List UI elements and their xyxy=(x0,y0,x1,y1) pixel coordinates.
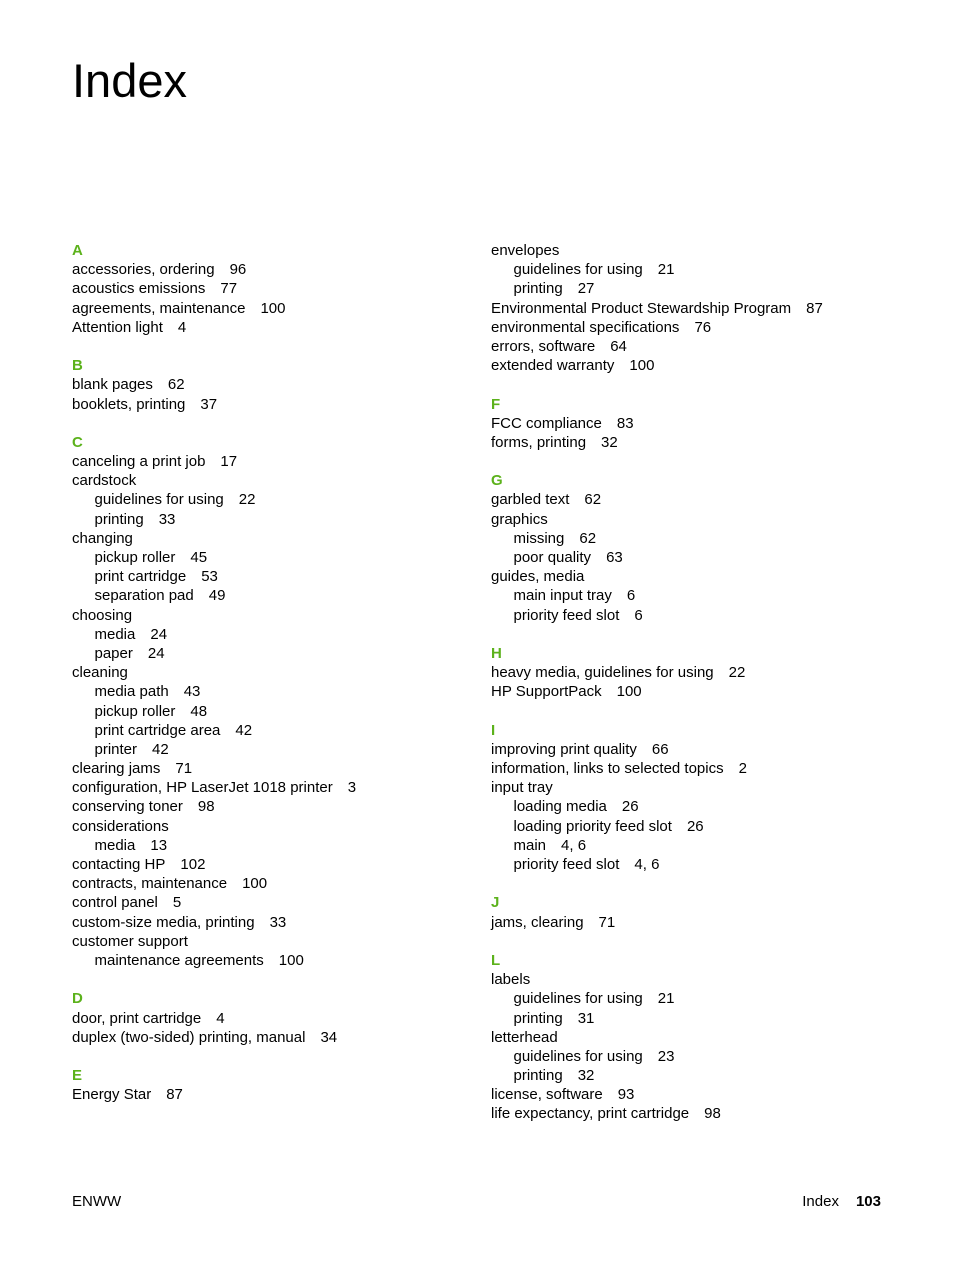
section-spacer xyxy=(72,337,492,356)
index-term: jams, clearing xyxy=(491,913,584,931)
index-term: door, print cartridge xyxy=(72,1009,202,1027)
index-entry xyxy=(72,874,492,893)
index-term: contacting HP xyxy=(72,856,166,873)
index-page-ref[interactable]: 62 xyxy=(584,491,602,509)
index-entry xyxy=(491,567,911,586)
index-letter-heading: H xyxy=(491,644,502,662)
index-page-ref[interactable]: 98 xyxy=(704,1105,721,1123)
section-spacer xyxy=(491,375,911,394)
index-term: input tray xyxy=(491,779,553,797)
index-subentry xyxy=(72,836,492,855)
index-term: Energy Star xyxy=(72,1086,152,1104)
index-subentry xyxy=(491,279,911,298)
index-term: agreements, maintenance xyxy=(72,299,246,317)
index-term: print cartridge xyxy=(94,568,187,586)
index-term: envelopes xyxy=(491,242,560,259)
index-page-ref[interactable]: 22 xyxy=(728,664,746,682)
footer-page-number: 103 xyxy=(855,1193,881,1210)
index-term: Attention light xyxy=(72,318,163,336)
index-term: main xyxy=(513,836,547,854)
index-entry xyxy=(491,414,911,433)
index-term: separation pad xyxy=(94,587,194,605)
index-term: improving print quality xyxy=(491,740,637,758)
index-page-ref[interactable]: 100 xyxy=(616,683,642,701)
index-entry xyxy=(72,395,492,414)
index-term: graphics xyxy=(491,510,548,528)
index-page-ref[interactable]: 62 xyxy=(167,376,185,394)
index-term: loading media xyxy=(513,798,607,816)
index-term: printing xyxy=(94,510,144,528)
index-entry xyxy=(491,970,911,989)
index-entry xyxy=(491,663,911,682)
index-page-ref[interactable]: 49 xyxy=(208,587,226,605)
index-page-ref[interactable]: 64 xyxy=(610,337,627,355)
index-page-ref[interactable]: 34 xyxy=(320,1028,338,1046)
index-page-ref[interactable]: 71 xyxy=(175,760,193,778)
index-term: pickup roller xyxy=(94,702,176,720)
index-subentry xyxy=(72,625,492,644)
index-page-ref[interactable]: 93 xyxy=(617,1086,635,1104)
index-subentry xyxy=(491,529,911,548)
index-term: priority feed slot xyxy=(513,606,620,624)
index-term: forms, printing xyxy=(491,433,587,451)
index-subentry xyxy=(491,1009,911,1028)
index-page-ref[interactable]: 37 xyxy=(200,395,218,413)
index-term: FCC compliance xyxy=(491,414,602,432)
index-page-ref[interactable]: 66 xyxy=(651,740,669,758)
index-term: heavy media, guidelines for using xyxy=(491,664,714,682)
index-term: duplex (two-sided) printing, manual xyxy=(72,1028,306,1046)
index-page-ref[interactable]: 4 xyxy=(177,318,187,336)
index-entry xyxy=(72,299,492,318)
index-letter-heading: B xyxy=(72,357,83,375)
index-page-ref[interactable]: 83 xyxy=(616,414,634,432)
index-entry xyxy=(491,241,911,260)
index-entry xyxy=(491,682,911,701)
index-subentry xyxy=(72,510,492,529)
index-term: accessories, ordering xyxy=(72,261,215,279)
index-term: customer support xyxy=(72,932,188,950)
index-term: print cartridge area xyxy=(94,721,221,739)
index-page-ref[interactable]: 33 xyxy=(269,913,287,931)
index-entry xyxy=(72,260,492,279)
index-page-ref[interactable]: 77 xyxy=(220,280,238,298)
index-page-ref[interactable]: 102 xyxy=(180,856,206,873)
index-term: letterhead xyxy=(491,1028,558,1046)
index-term: booklets, printing xyxy=(72,395,186,413)
index-subentry xyxy=(72,644,492,663)
index-page-ref[interactable]: 100 xyxy=(278,951,304,969)
index-subentry xyxy=(491,836,911,855)
index-term: guidelines for using xyxy=(513,990,643,1008)
index-term: paper xyxy=(94,644,133,662)
index-entry xyxy=(72,663,492,682)
section-spacer xyxy=(491,452,911,471)
index-page-ref[interactable]: 6 xyxy=(634,606,643,624)
section-spacer xyxy=(72,970,492,989)
index-term: cardstock xyxy=(72,472,137,490)
footer-section: Index xyxy=(802,1193,839,1210)
index-term: priority feed slot xyxy=(513,856,620,873)
index-column-left xyxy=(72,241,492,1104)
index-entry xyxy=(491,356,911,375)
index-term: garbled text xyxy=(491,491,570,509)
index-letter-heading: L xyxy=(491,951,501,969)
index-page-ref[interactable]: 32 xyxy=(577,1067,595,1085)
index-entry xyxy=(72,759,492,778)
index-term: license, software xyxy=(491,1086,603,1104)
index-entry xyxy=(491,778,911,797)
index-subentry xyxy=(72,567,492,586)
index-term: canceling a print job xyxy=(72,453,206,471)
index-page-ref[interactable]: 45 xyxy=(190,549,208,566)
index-entry xyxy=(491,1085,911,1104)
index-term: configuration, HP LaserJet 1018 printer xyxy=(72,779,333,797)
index-term: labels xyxy=(491,971,531,989)
index-entry xyxy=(72,318,492,337)
index-subentry xyxy=(72,490,492,509)
index-page-ref[interactable]: 26 xyxy=(686,817,704,835)
index-entry xyxy=(491,510,911,529)
section-spacer xyxy=(72,414,492,433)
index-term: guides, media xyxy=(491,568,585,586)
index-term: printing xyxy=(513,1067,563,1085)
index-entry xyxy=(72,855,492,874)
index-letter-heading: E xyxy=(72,1067,83,1085)
index-term: missing xyxy=(513,529,565,547)
index-page-ref[interactable]: 98 xyxy=(197,798,215,816)
index-entry xyxy=(72,893,492,912)
index-page-ref[interactable]: 87 xyxy=(806,299,823,317)
footer-right xyxy=(802,1192,881,1211)
index-page-ref[interactable]: 23 xyxy=(657,1047,675,1065)
index-term: media path xyxy=(94,683,169,701)
index-term: maintenance agreements xyxy=(94,951,264,969)
index-page-ref[interactable]: 76 xyxy=(694,318,712,336)
section-spacer xyxy=(491,625,911,644)
index-entry xyxy=(72,452,492,471)
section-spacer xyxy=(72,1047,492,1066)
index-term: printing xyxy=(513,1009,563,1027)
index-page-ref[interactable]: 100 xyxy=(629,357,655,375)
index-entry xyxy=(72,778,492,797)
index-letter-heading: J xyxy=(491,894,500,912)
index-letter-heading: F xyxy=(491,395,501,413)
index-entry xyxy=(72,913,492,932)
index-term: custom-size media, printing xyxy=(72,913,255,931)
index-subentry xyxy=(491,606,911,625)
index-page-ref[interactable]: 32 xyxy=(601,433,618,451)
index-page-ref[interactable]: 22 xyxy=(238,491,256,509)
index-page-ref[interactable]: 4, 6 xyxy=(561,836,587,854)
index-term: HP SupportPack xyxy=(491,683,602,701)
index-term: considerations xyxy=(72,817,169,835)
index-page-ref[interactable]: 5 xyxy=(172,894,182,912)
index-page-ref[interactable]: 53 xyxy=(201,568,218,586)
index-subentry xyxy=(72,548,492,567)
index-page-ref[interactable]: 100 xyxy=(260,299,286,317)
index-entry xyxy=(72,797,492,816)
index-page-ref[interactable]: 4 xyxy=(216,1009,225,1027)
index-entry xyxy=(72,279,492,298)
index-term: control panel xyxy=(72,894,158,912)
index-subentry xyxy=(491,586,911,605)
index-term: guidelines for using xyxy=(513,1047,643,1065)
index-term: environmental specifications xyxy=(491,318,680,336)
index-entry xyxy=(491,337,911,356)
index-page-ref[interactable]: 21 xyxy=(657,261,675,279)
index-page-ref[interactable]: 31 xyxy=(577,1009,595,1027)
index-entry xyxy=(72,375,492,394)
index-page-ref[interactable]: 63 xyxy=(606,549,623,566)
index-entry xyxy=(491,433,911,452)
index-term: contracts, maintenance xyxy=(72,875,228,893)
index-term: loading priority feed slot xyxy=(513,817,672,835)
index-entry xyxy=(491,740,911,759)
index-letter-heading: I xyxy=(491,721,496,739)
index-entry xyxy=(72,529,492,548)
index-page-ref[interactable]: 33 xyxy=(158,510,176,528)
index-term: cleaning xyxy=(72,664,128,682)
index-page-ref[interactable]: 42 xyxy=(152,740,169,758)
index-page-ref[interactable]: 24 xyxy=(150,625,168,643)
index-page-ref[interactable]: 4, 6 xyxy=(634,856,660,873)
page-title: Index xyxy=(72,54,187,107)
index-entry xyxy=(72,1009,492,1028)
section-spacer xyxy=(491,702,911,721)
index-entry xyxy=(72,932,492,951)
index-entry xyxy=(72,471,492,490)
index-subentry xyxy=(72,740,492,759)
index-term: blank pages xyxy=(72,376,153,394)
index-page-ref[interactable]: 48 xyxy=(190,702,208,720)
index-page-ref[interactable]: 2 xyxy=(738,760,747,778)
index-page-ref[interactable]: 3 xyxy=(347,779,357,797)
index-page-ref[interactable]: 42 xyxy=(235,721,253,739)
index-term: pickup roller xyxy=(94,549,176,566)
index-term: media xyxy=(94,625,136,643)
index-term: Environmental Product Stewardship Program xyxy=(491,299,792,317)
index-entry xyxy=(72,1085,492,1104)
index-term: choosing xyxy=(72,606,133,624)
index-page-ref[interactable]: 26 xyxy=(621,798,639,816)
index-letter-heading: A xyxy=(72,242,83,259)
index-page-ref[interactable]: 100 xyxy=(242,875,268,893)
index-entry xyxy=(491,1104,911,1123)
index-page-ref[interactable]: 21 xyxy=(657,990,675,1008)
index-subentry xyxy=(72,682,492,701)
index-term: life expectancy, print cartridge xyxy=(491,1105,690,1123)
index-subentry xyxy=(72,721,492,740)
index-page-ref[interactable]: 27 xyxy=(577,280,595,298)
index-term: printing xyxy=(513,280,563,298)
index-letter-heading: C xyxy=(72,433,83,451)
index-term: information, links to selected topics xyxy=(491,760,724,778)
index-entry xyxy=(491,913,911,932)
index-page-ref[interactable]: 24 xyxy=(147,644,165,662)
index-term: acoustics emissions xyxy=(72,280,206,298)
index-term: printer xyxy=(94,740,138,758)
index-page-ref[interactable]: 62 xyxy=(579,529,597,547)
index-page-ref[interactable]: 17 xyxy=(220,453,238,471)
index-term: media xyxy=(94,836,136,854)
index-page-ref[interactable]: 96 xyxy=(229,261,247,279)
index-term: changing xyxy=(72,529,133,547)
index-page-ref[interactable]: 43 xyxy=(183,683,201,701)
index-subentry xyxy=(72,951,492,970)
index-subentry xyxy=(491,855,911,874)
index-entry xyxy=(72,817,492,836)
index-subentry xyxy=(491,1066,911,1085)
index-term: clearing jams xyxy=(72,760,161,778)
index-entry xyxy=(72,606,492,625)
index-subentry xyxy=(491,260,911,279)
index-letter-heading: D xyxy=(72,990,83,1008)
index-column-right xyxy=(491,241,911,1124)
index-entry xyxy=(72,1028,492,1047)
index-letter-heading: G xyxy=(491,472,503,490)
index-entry xyxy=(491,759,911,778)
index-subentry xyxy=(491,817,911,836)
index-subentry xyxy=(491,548,911,567)
index-term: poor quality xyxy=(513,549,592,566)
index-page-ref[interactable]: 71 xyxy=(598,913,616,931)
index-subentry xyxy=(491,989,911,1008)
index-subentry xyxy=(72,702,492,721)
index-page-ref[interactable]: 13 xyxy=(150,836,168,854)
index-term: guidelines for using xyxy=(94,491,224,509)
index-term: guidelines for using xyxy=(513,261,643,279)
index-term: errors, software xyxy=(491,337,596,355)
index-page-ref[interactable]: 87 xyxy=(166,1086,183,1104)
index-entry xyxy=(491,299,911,318)
index-subentry xyxy=(491,1047,911,1066)
index-entry xyxy=(491,318,911,337)
index-entry xyxy=(491,1028,911,1047)
index-term: conserving toner xyxy=(72,798,183,816)
index-page-ref[interactable]: 6 xyxy=(626,587,636,605)
index-subentry xyxy=(72,586,492,605)
index-term: extended warranty xyxy=(491,357,615,375)
index-subentry xyxy=(491,797,911,816)
section-spacer xyxy=(491,874,911,893)
index-term: main input tray xyxy=(513,587,612,605)
footer-left: ENWW xyxy=(72,1193,122,1210)
index-entry xyxy=(491,490,911,509)
section-spacer xyxy=(491,932,911,951)
